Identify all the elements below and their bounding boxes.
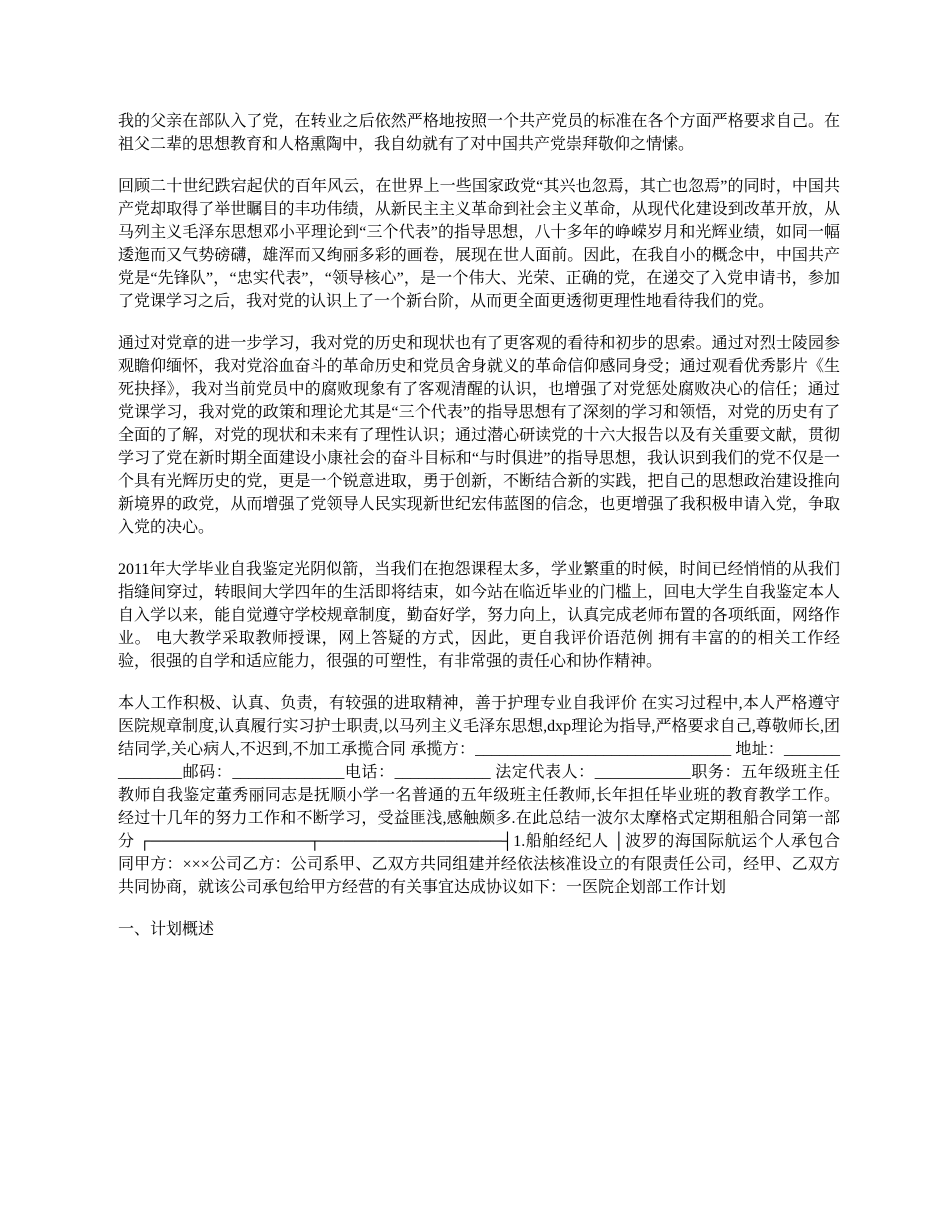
section-heading-plan-overview: 一、计划概述 bbox=[118, 921, 215, 938]
paragraph-mixed-contracts: 本人工作积极、认真、负责，有较强的进取精神，善于护理专业自我评价 在实习过程中,本人严格遵守医院规章制度,认真履行实习护士职责,以马列主义毛泽东思想,dxp理论为指导,严格要求自己,尊敬师长,团结同学,关心病人,不迟到,不加工承揽合同 承揽方：________________________________ 地址：_______________邮码：______________电话：____________ 法定代表人：____________职务：五年级班主任教师自我鉴定董秀丽同志是抚顺小学一名普通的五年级班主任教师,长年担任毕业班的教育教学工作。经过十几年的努力工作和不断学习，受益匪浅,感触颇多.在此总结一波尔太摩格式定期租船合同第一部分 ┌──────────────┬────────────────┤1.船舶经纪人 │波罗的海国际航运个人承包合同甲方：×××公司乙方：公司系甲、乙双方共同组建并经依法核准设立的有限责任公司，经甲、乙双方共同协商，就该公司承包给甲方经营的有关事宜达成协议如下：一医院企划部工作计划 bbox=[118, 695, 840, 896]
paragraph-father-party: 我的父亲在部队入了党，在转业之后依然严格地按照一个共产党员的标准在各个方面严格要求自己。在祖父二辈的思想教育和人格熏陶中，我自幼就有了对中国共产党崇拜敬仰之情愫。 bbox=[118, 113, 840, 153]
document-page bbox=[118, 110, 840, 941]
paragraph-graduation-self-assessment: 2011年大学毕业自我鉴定光阴似箭，当我们在抱怨课程太多，学业繁重的时候，时间已经悄悄的从我们指缝间穿过，转眼间大学四年的生活即将结束，如今站在临近毕业的门槛上，回电大学生自我鉴定本人自入学以来，能自觉遵守学校规章制度，勤奋好学，努力向上，认真完成老师布置的各项纸面，网络作业。 电大教学采取教师授课，网上答疑的方式，因此，更自我评价语范例 拥有丰富的的相关工作经验，很强的自学和适应能力，很强的可塑性，有非常强的责任心和协作精神。 bbox=[118, 561, 840, 670]
paragraph-century-review: 回顾二十世纪跌宕起伏的百年风云，在世界上一些国家政党“其兴也忽焉，其亡也忽焉”的同时，中国共产党却取得了举世瞩目的丰功伟绩，从新民主主义革命到社会主义革命，从现代化建设到改革开放，从马列主义毛泽东思想邓小平理论到“三个代表”的指导思想，八十多年的峥嵘岁月和光辉业绩，如同一幅逶迤而又气势磅礴，雄浑而又绚丽多彩的画卷，展现在世人面前。因此，在我自小的概念中，中国共产党是“先锋队”，“忠实代表”，“领导核心”，是一个伟大、光荣、正确的党，在递交了入党申请书，参加了党课学习之后，我对党的认识上了一个新台阶，从而更全面更透彻更理性地看待我们的党。 bbox=[118, 178, 840, 310]
paragraph-party-study: 通过对党章的进一步学习，我对党的历史和现状也有了更客观的看待和初步的思索。通过对烈士陵园参观瞻仰缅怀，我对党浴血奋斗的革命历史和党员舍身就义的革命信仰感同身受；通过观看优秀影片《生死抉择》，我对当前党员中的腐败现象有了客观清醒的认识，也增强了对党惩处腐败决心的信任；通过党课学习，我对党的政策和理论尤其是“三个代表”的指导思想有了深刻的学习和领悟，对党的历史有了全面的了解，对党的现状和未来有了理性认识；通过潜心研读党的十六大报告以及有关重要文献，贯彻学习了党在新时期全面建设小康社会的奋斗目标和“与时俱进”的指导思想，我认识到我们的党不仅是一个具有光辉历史的党，更是一个锐意进取，勇于创新，不断结合新的实践，把自己的思想政治建设推向新境界的政党，从而增强了党领导人民实现新世纪宏伟蓝图的信念，也更增强了我积极申请入党，争取入党的决心。 bbox=[118, 335, 840, 536]
